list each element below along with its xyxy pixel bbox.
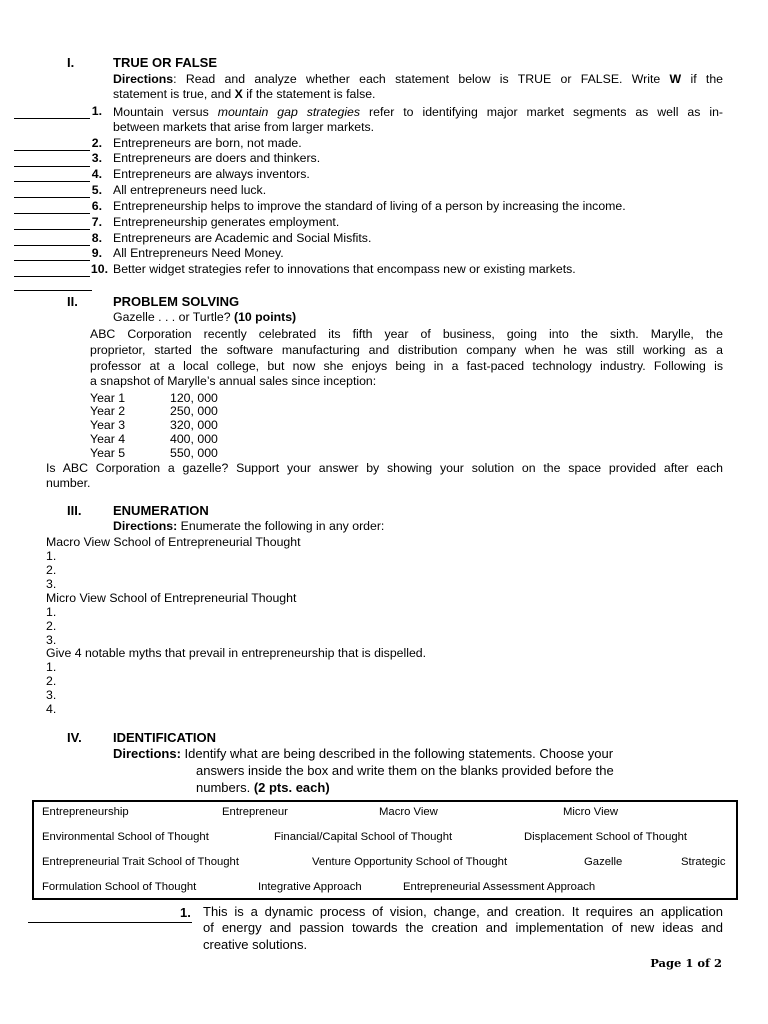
item1-b: refer to identifying major market segments as well as in- <box>360 105 724 119</box>
answer-blank-3[interactable] <box>14 166 90 167</box>
choice: Venture Opportunity School of Thought <box>312 856 508 868</box>
sales-value: 320, 000 <box>170 418 218 432</box>
enum-number: 1. <box>46 605 57 619</box>
answer-blank-7[interactable] <box>14 229 90 230</box>
section-4-title: IDENTIFICATION <box>113 730 217 745</box>
directions-line2-a: statement is true, and <box>113 87 235 101</box>
tf-item-number: 5. <box>91 183 102 197</box>
directions-text-a: : Read and analyze whether each statement below is TRUE or FALSE. Write <box>173 72 670 86</box>
choice: Integrative Approach <box>258 881 362 893</box>
identification-item-1-line-3: creative solutions. <box>203 937 308 952</box>
answer-blank-4[interactable] <box>14 181 90 182</box>
enum-number: 1. <box>46 549 57 563</box>
problem-para-line-4: a snapshot of Marylle’s annual sales since inception: <box>90 374 377 388</box>
tf-item-number: 9. <box>91 246 102 260</box>
choice: Environmental School of Thought <box>42 831 209 843</box>
problem-question-line-2: number. <box>46 476 91 490</box>
problem-question-line-1: Is ABC Corporation a gazelle? Support your answer by showing your solution on the space provided after each <box>46 461 723 475</box>
tf-item-number: 8. <box>91 231 102 245</box>
answer-blank-10[interactable] <box>14 276 90 277</box>
tf-item-text: Entrepreneurs are Academic and Social Misfits. <box>113 231 372 245</box>
tf-item-number: 6. <box>91 199 102 213</box>
directions-line2-b: if the statement is false. <box>242 87 376 101</box>
choice: Displacement School of Thought <box>524 831 688 843</box>
answer-choices-box <box>32 800 738 900</box>
choice: Gazelle <box>584 856 623 868</box>
sales-value: 550, 000 <box>170 446 218 460</box>
sales-year: Year 4 <box>90 432 126 446</box>
points-label: (2 pts. each) <box>253 780 330 795</box>
section-2-numeral: II. <box>67 294 78 309</box>
tf-item-number: 3. <box>91 151 102 165</box>
sales-value: 250, 000 <box>170 404 218 418</box>
sales-value: 120, 000 <box>170 391 218 405</box>
answer-blank-2[interactable] <box>14 150 90 151</box>
page-number: Page 1 of 2 <box>650 956 722 970</box>
x-letter: X <box>234 87 243 101</box>
section-3-title: ENUMERATION <box>113 503 209 518</box>
enum-number: 3. <box>46 577 57 591</box>
identification-blank-1[interactable] <box>28 922 192 923</box>
macro-heading: Macro View School of Entrepreneurial Thought <box>46 535 301 549</box>
answer-blank-9[interactable] <box>14 260 90 261</box>
directions-label: Directions: <box>113 519 178 533</box>
problem-para-line-1: ABC Corporation recently celebrated its fifth year of business, going into the sixth. Marylle, the <box>90 327 723 341</box>
choice: Formulation School of Thought <box>42 881 197 893</box>
answer-blank-8[interactable] <box>14 245 90 246</box>
directions-line1: Identify what are being described in the following statements. Choose your <box>180 746 614 761</box>
section-4-directions-line3 <box>196 780 330 795</box>
subtitle-text: Gazelle . . . or Turtle? <box>113 310 234 324</box>
problem-para-line-2: proprietor, started the software manufacturing and distribution company when he was still working as a <box>90 343 723 357</box>
tf-item-number: 7. <box>91 215 102 229</box>
points-label: (10 points) <box>233 310 297 324</box>
enum-number: 2. <box>46 619 57 633</box>
enum-number: 3. <box>46 633 57 647</box>
myths-heading: Give 4 notable myths that prevail in entrepreneurship that is dispelled. <box>46 646 427 660</box>
section-1-directions-line2 <box>113 87 375 101</box>
choice: Entrepreneurial Trait School of Thought <box>42 856 239 868</box>
choice: Financial/Capital School of Thought <box>274 831 453 843</box>
answer-blank-1[interactable] <box>14 118 90 119</box>
w-letter: W <box>669 72 682 86</box>
sales-year: Year 5 <box>90 446 126 460</box>
section-4-directions-line2: answers inside the box and write them on the blanks provided before the <box>196 763 614 778</box>
enum-number: 2. <box>46 563 57 577</box>
identification-item-1-line-1: This is a dynamic process of vision, change, and creation. It requires an application <box>203 904 723 919</box>
directions-text: Enumerate the following in any order: <box>177 519 385 533</box>
identification-item-1-line-2: of energy and passion towards the creation and implementation of new ideas and <box>203 920 723 935</box>
section-4-numeral: IV. <box>67 730 82 745</box>
tf-item-number: 4. <box>91 167 102 181</box>
directions-line3: numbers. <box>196 780 254 795</box>
choice: Entrepreneur <box>222 806 288 818</box>
sales-year: Year 3 <box>90 418 126 432</box>
sales-year: Year 1 <box>90 391 126 405</box>
directions-text-b: if the <box>681 72 724 86</box>
section-1-title: TRUE OR FALSE <box>113 55 218 70</box>
section-4-directions-line1 <box>113 746 613 761</box>
tf-item-text: All entrepreneurs need luck. <box>113 183 267 197</box>
tf-item-text: All Entrepreneurs Need Money. <box>113 246 284 260</box>
enum-number: 3. <box>46 688 57 702</box>
enum-number: 4. <box>46 702 57 716</box>
problem-para-line-3: professor at a local college, but now she enjoys being in a fast-paced technology industry. Following is <box>90 359 723 373</box>
answer-blank-6[interactable] <box>14 213 90 214</box>
section-3-directions <box>113 519 384 533</box>
section-3-numeral: III. <box>67 503 82 518</box>
tf-item-text: Entrepreneurship helps to improve the standard of living of a person by increasing the income. <box>113 199 626 213</box>
enum-number: 1. <box>46 660 57 674</box>
choice: Macro View <box>379 806 438 818</box>
answer-blank-5[interactable] <box>14 197 90 198</box>
choice: Entrepreneurship <box>42 806 129 818</box>
answer-blank-extra[interactable] <box>14 290 92 291</box>
item1-a: Mountain versus <box>113 105 218 119</box>
directions-label: Directions <box>113 72 174 86</box>
choice: Micro View <box>563 806 619 818</box>
sales-value: 400, 000 <box>170 432 218 446</box>
tf-item-text: Better widget strategies refer to innovations that encompass new or existing markets. <box>113 262 576 276</box>
micro-heading: Micro View School of Entrepreneurial Thought <box>46 591 297 605</box>
item1-em: mountain gap strategies <box>217 105 361 119</box>
tf-item-number: 10. <box>90 262 108 276</box>
section-2-title: PROBLEM SOLVING <box>113 294 240 309</box>
identification-item-number: 1. <box>180 905 191 920</box>
tf-item-number: 1. <box>91 104 102 118</box>
enum-number: 2. <box>46 674 57 688</box>
section-1-numeral: I. <box>67 55 75 70</box>
choice: Strategic <box>681 856 726 868</box>
tf-item-1-line2: between markets that arise from larger markets. <box>113 120 375 134</box>
choice: Entrepreneurial Assessment Approach <box>403 881 596 893</box>
tf-item-text: Entrepreneurs are doers and thinkers. <box>113 151 321 165</box>
problem-subtitle <box>113 310 296 324</box>
tf-item-text: Entrepreneurship generates employment. <box>113 215 340 229</box>
tf-item-number: 2. <box>91 136 102 150</box>
tf-item-text: Entrepreneurs are born, not made. <box>113 136 302 150</box>
sales-year: Year 2 <box>90 404 126 418</box>
tf-item-text: Entrepreneurs are always inventors. <box>113 167 310 181</box>
directions-label: Directions: <box>113 746 181 761</box>
